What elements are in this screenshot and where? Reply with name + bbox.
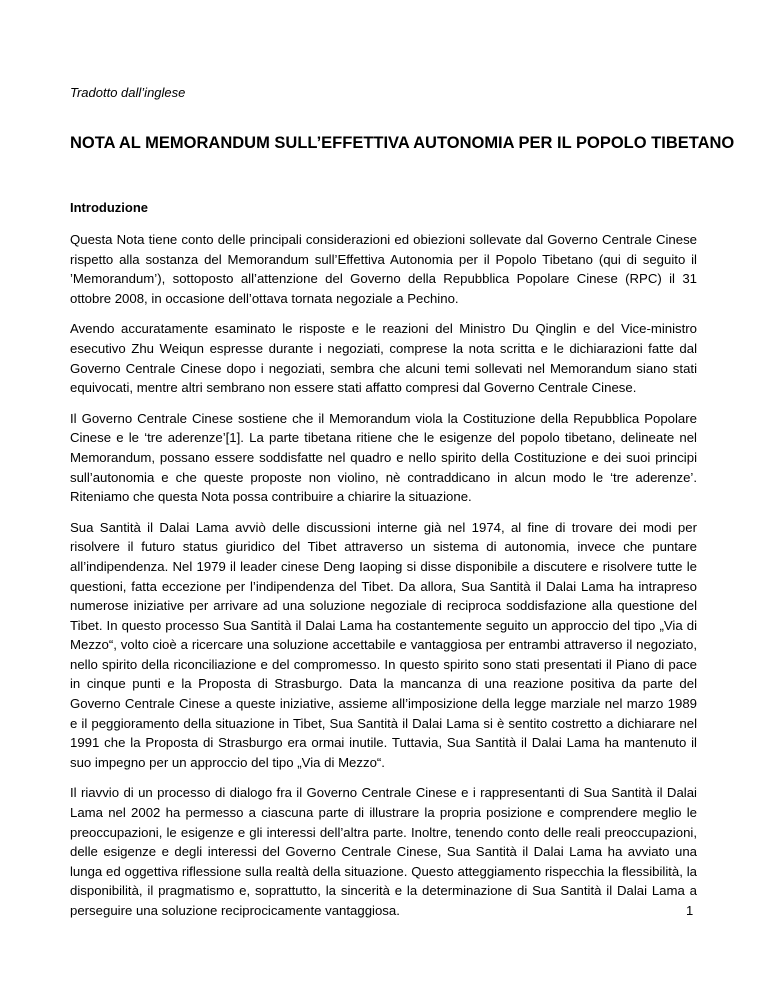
paragraph: Questa Nota tiene conto delle principali considerazioni ed obiezioni sollevate dal Governo Centrale Cinese rispetto alla sostanza del Memorandum sull’Effettiva Autonomia per il Popolo Tibetano (qui di seguito il ’Memorandum’), sottoposto all’attenzione del Governo della Repubblica Popolare Cinese (RPC) il 31 ottobre 2008, in occasione dell’ottava tornata negoziale a Pechino. xyxy=(70,232,697,306)
paragraph: Sua Santità il Dalai Lama avviò delle discussioni interne già nel 1974, al fine di trovare dei modi per risolvere il futuro status giuridico del Tibet attraverso un sistema di autonomia, invece che puntare all’indipendenza. Nel 1979 il leader cinese Deng Iaoping si disse disponibile a discutere e risolvere tutte le questioni, fatta eccezione per l’indipendenza del Tibet. Da allora, Sua Santità il Dalai Lama ha intrapreso numerose iniziative per arrivare ad una soluzione negoziale di reciproca soddisfazione alla questione del Tibet. In questo processo Sua Santità il Dalai Lama ha costantemente seguito un approccio del tipo „Via di Mezzo“, volto cioè a ricercare una soluzione accettabile e vantaggiosa per entrambi attraverso il negoziato, nello spirito della riconciliazione e del compromesso. In questo spirito sono stati presentati il Piano di pace in cinque punti e la Proposta di Strasburgo. Data la mancanza di una reazione positiva da parte del Governo Centrale Cinese a queste iniziative, assieme all’imposizione della legge marziale nel marzo 1989 e il peggioramento della situazione in Tibet, Sua Santità il Dalai Lama si è sentito costretto a dichiarare nel 1991 che la Proposta di Strasburgo era ormai inutile. Tuttavia, Sua Santità il Dalai Lama ha mantenuto il suo impegno per un approccio del tipo „Via di Mezzo“. xyxy=(70,519,697,770)
section-heading: Introduzione xyxy=(70,200,148,215)
document-title: NOTA AL MEMORANDUM SULL’EFFETTIVA AUTONOMIA PER IL POPOLO TIBETANO xyxy=(70,134,735,152)
page-number: 1 xyxy=(686,903,694,918)
translation-note: Tradotto dall’inglese xyxy=(70,85,186,100)
paragraph: Il Governo Centrale Cinese sostiene che il Memorandum viola la Costituzione della Repubblica Popolare Cinese e le ‘tre aderenze’[1]. La parte tibetana ritiene che le esigenze del popolo tibetano, delineate nel Memorandum, possano essere soddisfatte nel quadro e nello spirito della Costituzione e dei suoi principi sull’autonomia e che queste proposte non violino, nè contraddicano in alcun modo le ‘tre aderenze’. Riteniamo che questa Nota possa contribuire a chiarire la situazione. xyxy=(70,410,697,505)
paragraph: Il riavvio di un processo di dialogo fra il Governo Centrale Cinese e i rappresentanti di Sua Santità il Dalai Lama nel 2002 ha permesso a ciascuna parte di illustrare la propria posizione e comprendere meglio le preoccupazioni, le esigenze e gli interessi dell’altra parte. Inoltre, tenendo conto delle reali preoccupazioni, delle esigenze e degli interessi del Governo Centrale Cinese, Sua Santità il Dalai Lama ha avviato una lunga ed oggettiva riflessione sulla realtà della situazione. Questo atteggiamento rispecchia la flessibilità, la disponibilità, il pragmatismo e, soprattutto, la sincerità e la determinazione di Sua Santità il Dalai Lama a perseguire una soluzione reciprocicamente vantaggiosa. xyxy=(70,785,697,918)
body-text xyxy=(70,230,697,932)
paragraph: Avendo accuratamente esaminato le risposte e le reazioni del Ministro Du Qinglin e del Vice-ministro esecutivo Zhu Weiqun espresse durante i negoziati, comprese la nota scritta e le dichiarazioni fatte dal Governo Centrale Cinese dopo i negoziati, sembra che alcuni temi sollevati nel Memorandum siano stati equivocati, mentre altri sembrano non essere stati affatto compresi dal Governo Centrale Cinese. xyxy=(70,321,697,396)
